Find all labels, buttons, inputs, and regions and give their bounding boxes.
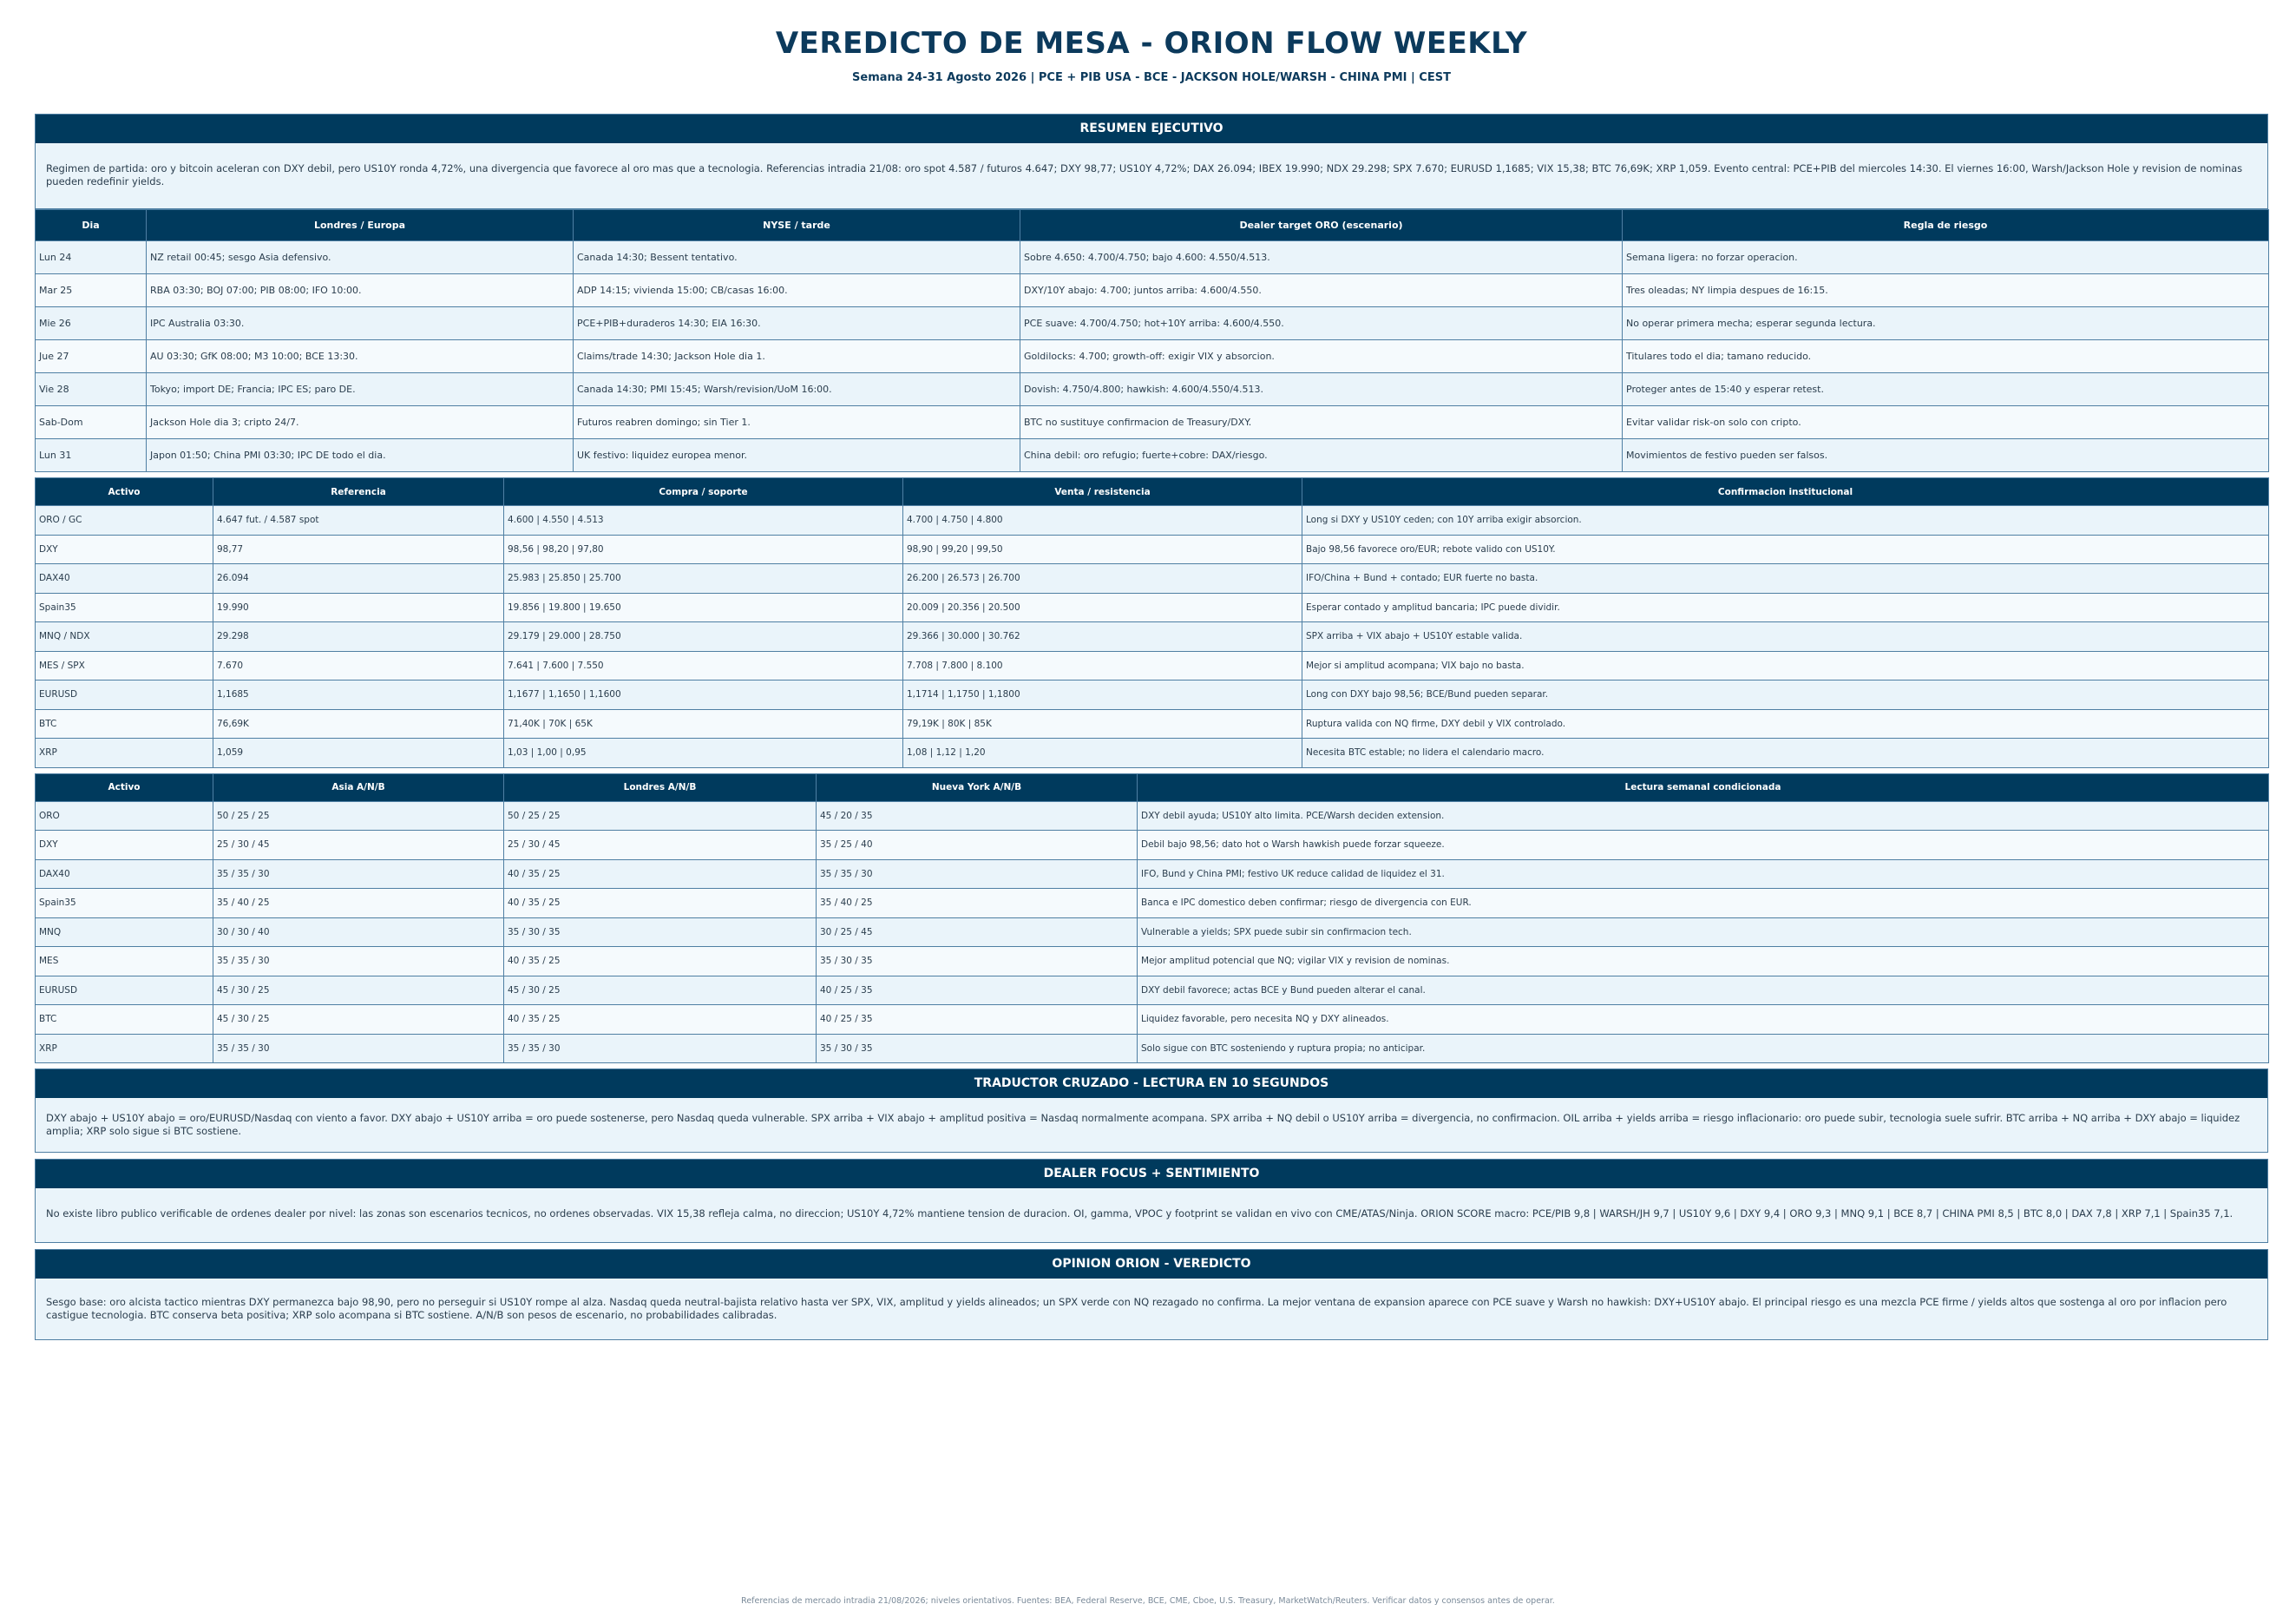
table-row	[36, 506, 2269, 536]
table-cell: China debil: oro refugio; fuerte+cobre: DAX/riesgo.	[1020, 439, 1623, 472]
table-cell: Titulares todo el dia; tamano reducido.	[1623, 340, 2269, 373]
table-cell: SPX arriba + VIX abajo + US10Y estable valida.	[1302, 622, 2269, 652]
table-cell: Proteger antes de 15:40 y esperar retest.	[1623, 373, 2269, 406]
table-cell: 1,1714 | 1,1750 | 1,1800	[903, 681, 1302, 710]
table-cell: MNQ	[36, 917, 213, 947]
table-cell: Ruptura valida con NQ firme, DXY debil y VIX controlado.	[1302, 709, 2269, 739]
page-subtitle: Semana 24-31 Agosto 2026 | PCE + PIB USA - BCE - JACKSON HOLE/WARSH - CHINA PMI | CEST	[852, 71, 1451, 84]
table-cell: Sab-Dom	[36, 406, 147, 439]
column-header: Dealer target ORO (escenario)	[1020, 210, 1623, 241]
table-row	[36, 1034, 2269, 1063]
table-cell: 20.009 | 20.356 | 20.500	[903, 593, 1302, 622]
table-cell: 4.600 | 4.550 | 4.513	[504, 506, 903, 536]
table-row	[36, 681, 2269, 710]
table-cell: 35 / 30 / 35	[504, 917, 817, 947]
table-cell: IFO, Bund y China PMI; festivo UK reduce calidad de liquidez el 31.	[1138, 859, 2269, 889]
table-row	[36, 340, 2269, 373]
report-page	[35, 0, 2268, 1340]
table-cell: Bajo 98,56 favorece oro/EUR; rebote valido con US10Y.	[1302, 535, 2269, 564]
table-cell: 45 / 30 / 25	[213, 976, 504, 1005]
column-header: Regla de riesgo	[1623, 210, 2269, 241]
table-cell: Tres oleadas; NY limpia despues de 16:15.	[1623, 274, 2269, 307]
table-row	[36, 831, 2269, 860]
resumen-text: Regimen de partida: oro y bitcoin aceleran con DXY debil, pero US10Y ronda 4,72%, una divergencia que favorece al oro mas que a tecnologia. Referencias intradia 21/08: oro spot 4.587 / futuros 4.647; DXY 98,77; US10Y 4,72%; DAX 26.094; IBEX 19.990; NDX 29.298; SPX 7.670; EURUSD 1,1685; VIX 15,38; BTC 76,69K; XRP 1,059. Evento central: PCE+PIB del miercoles 14:30. El viernes 16:00, Warsh/Jackson Hole y revision de nominas pueden redefinir yields.	[46, 162, 2243, 187]
table-cell: ORO / GC	[36, 506, 213, 536]
table-cell: 35 / 35 / 30	[817, 859, 1138, 889]
table-cell: 30 / 30 / 40	[213, 917, 504, 947]
table-row	[36, 274, 2269, 307]
column-header: Confirmacion institucional	[1302, 478, 2269, 506]
dealer-title: DEALER FOCUS + SENTIMIENTO	[36, 1160, 2267, 1188]
column-header: Dia	[36, 210, 147, 241]
table-cell: NZ retail 00:45; sesgo Asia defensivo.	[147, 241, 574, 274]
table-row	[36, 535, 2269, 564]
table-cell: 50 / 25 / 25	[213, 801, 504, 831]
table-cell: 1,059	[213, 739, 504, 768]
table-cell: Goldilocks: 4.700; growth-off: exigir VIX y absorcion.	[1020, 340, 1623, 373]
table-cell: Vulnerable a yields; SPX puede subir sin confirmacion tech.	[1138, 917, 2269, 947]
column-header: Activo	[36, 773, 213, 801]
table-cell: PCE+PIB+duraderos 14:30; EIA 16:30.	[574, 307, 1020, 340]
table-cell: 25 / 30 / 45	[213, 831, 504, 860]
table-cell: 40 / 35 / 25	[504, 947, 817, 976]
table-cell: XRP	[36, 1034, 213, 1063]
table-cell: Debil bajo 98,56; dato hot o Warsh hawkish puede forzar squeeze.	[1138, 831, 2269, 860]
table-cell: 29.366 | 30.000 | 30.762	[903, 622, 1302, 652]
table-cell: Semana ligera: no forzar operacion.	[1623, 241, 2269, 274]
table-cell: EURUSD	[36, 976, 213, 1005]
table-cell: 29.298	[213, 622, 504, 652]
table-row	[36, 889, 2269, 918]
table-cell: Claims/trade 14:30; Jackson Hole dia 1.	[574, 340, 1020, 373]
column-header: NYSE / tarde	[574, 210, 1020, 241]
table-cell: Long con DXY bajo 98,56; BCE/Bund pueden separar.	[1302, 681, 2269, 710]
table-cell: 35 / 40 / 25	[213, 889, 504, 918]
table-cell: IFO/China + Bund + contado; EUR fuerte no basta.	[1302, 564, 2269, 594]
table-cell: Solo sigue con BTC sosteniendo y ruptura propia; no anticipar.	[1138, 1034, 2269, 1063]
table-cell: Long si DXY y US10Y ceden; con 10Y arriba exigir absorcion.	[1302, 506, 2269, 536]
table-cell: 4.700 | 4.750 | 4.800	[903, 506, 1302, 536]
table-cell: 7.641 | 7.600 | 7.550	[504, 651, 903, 681]
table-cell: 40 / 25 / 35	[817, 976, 1138, 1005]
table-cell: Mejor amplitud potencial que NQ; vigilar VIX y revision de nominas.	[1138, 947, 2269, 976]
table-cell: Japon 01:50; China PMI 03:30; IPC DE todo el dia.	[147, 439, 574, 472]
table-cell: Mie 26	[36, 307, 147, 340]
table-row	[36, 709, 2269, 739]
table-cell: PCE suave: 4.700/4.750; hot+10Y arriba: 4.600/4.550.	[1020, 307, 1623, 340]
table-cell: XRP	[36, 739, 213, 768]
table-cell: 40 / 35 / 25	[504, 859, 817, 889]
table-cell: Sobre 4.650: 4.700/4.750; bajo 4.600: 4.550/4.513.	[1020, 241, 1623, 274]
table-cell: 1,1677 | 1,1650 | 1,1600	[504, 681, 903, 710]
table-cell: 40 / 35 / 25	[504, 1005, 817, 1035]
table-cell: DXY	[36, 535, 213, 564]
table-cell: 35 / 35 / 30	[213, 1034, 504, 1063]
column-header: Londres A/N/B	[504, 773, 817, 801]
table-row	[36, 947, 2269, 976]
table-cell: 45 / 20 / 35	[817, 801, 1138, 831]
table-cell: 98,56 | 98,20 | 97,80	[504, 535, 903, 564]
table-cell: 35 / 30 / 35	[817, 1034, 1138, 1063]
column-header: Asia A/N/B	[213, 773, 504, 801]
table-cell: BTC	[36, 709, 213, 739]
table-cell: DAX40	[36, 859, 213, 889]
table-row	[36, 622, 2269, 652]
table-row	[36, 373, 2269, 406]
table-cell: 7.708 | 7.800 | 8.100	[903, 651, 1302, 681]
table-cell: Banca e IPC domestico deben confirmar; riesgo de divergencia con EUR.	[1138, 889, 2269, 918]
table-cell: 7.670	[213, 651, 504, 681]
table-cell: 50 / 25 / 25	[504, 801, 817, 831]
opinion-panel	[35, 1249, 2268, 1340]
scenario-weights-table	[35, 773, 2269, 1064]
table-cell: 19.990	[213, 593, 504, 622]
table-row	[36, 801, 2269, 831]
table-cell: 45 / 30 / 25	[213, 1005, 504, 1035]
column-header: Nueva York A/N/B	[817, 773, 1138, 801]
table-cell: BTC	[36, 1005, 213, 1035]
table-cell: Jue 27	[36, 340, 147, 373]
week-calendar-table	[35, 209, 2269, 472]
table-row	[36, 739, 2269, 768]
column-header: Activo	[36, 478, 213, 506]
table-cell: Necesita BTC estable; no lidera el calendario macro.	[1302, 739, 2269, 768]
table-row	[36, 651, 2269, 681]
table-cell: 40 / 25 / 35	[817, 1005, 1138, 1035]
dealer-panel	[35, 1159, 2268, 1243]
table-cell: ORO	[36, 801, 213, 831]
table-cell: 35 / 35 / 30	[213, 947, 504, 976]
table-cell: MNQ / NDX	[36, 622, 213, 652]
table-cell: Jackson Hole dia 3; cripto 24/7.	[147, 406, 574, 439]
table-cell: Lun 24	[36, 241, 147, 274]
resumen-panel	[35, 114, 2268, 209]
table-cell: Evitar validar risk-on solo con cripto.	[1623, 406, 2269, 439]
table-cell: MES / SPX	[36, 651, 213, 681]
table-cell: Mar 25	[36, 274, 147, 307]
table-cell: No operar primera mecha; esperar segunda lectura.	[1623, 307, 2269, 340]
table-cell: Tokyo; import DE; Francia; IPC ES; paro DE.	[147, 373, 574, 406]
table-cell: 76,69K	[213, 709, 504, 739]
table-cell: IPC Australia 03:30.	[147, 307, 574, 340]
table-cell: Spain35	[36, 593, 213, 622]
traductor-title: TRADUCTOR CRUZADO - LECTURA EN 10 SEGUNDOS	[36, 1069, 2267, 1098]
table-cell: DXY debil favorece; actas BCE y Bund pueden alterar el canal.	[1138, 976, 2269, 1005]
table-row	[36, 917, 2269, 947]
table-row	[36, 593, 2269, 622]
table-cell: RBA 03:30; BOJ 07:00; PIB 08:00; IFO 10:00.	[147, 274, 574, 307]
table-cell: 19.856 | 19.800 | 19.650	[504, 593, 903, 622]
table-cell: 40 / 35 / 25	[504, 889, 817, 918]
page-title: VEREDICTO DE MESA - ORION FLOW WEEKLY	[775, 26, 1528, 61]
table-cell: 30 / 25 / 45	[817, 917, 1138, 947]
opinion-title: OPINION ORION - VEREDICTO	[36, 1250, 2267, 1279]
column-header: Lectura semanal condicionada	[1138, 773, 2269, 801]
table-cell: Vie 28	[36, 373, 147, 406]
table-cell: ADP 14:15; vivienda 15:00; CB/casas 16:00.	[574, 274, 1020, 307]
table-cell: Mejor si amplitud acompana; VIX bajo no basta.	[1302, 651, 2269, 681]
table-row	[36, 439, 2269, 472]
table-cell: 26.094	[213, 564, 504, 594]
table-cell: 4.647 fut. / 4.587 spot	[213, 506, 504, 536]
footer-note: Referencias de mercado intradia 21/08/2026; niveles orientativos. Fuentes: BEA, Federal Reserve, BCE, CME, Cboe, U.S. Treasury, MarketWatch/Reuters. Verificar datos y consensos antes de operar.	[741, 1596, 1555, 1606]
table-cell: 79,19K | 80K | 85K	[903, 709, 1302, 739]
column-header: Venta / resistencia	[903, 478, 1302, 506]
table-cell: Lun 31	[36, 439, 147, 472]
table-cell: DXY/10Y abajo: 4.700; juntos arriba: 4.600/4.550.	[1020, 274, 1623, 307]
table-cell: 35 / 40 / 25	[817, 889, 1138, 918]
table-cell: 29.179 | 29.000 | 28.750	[504, 622, 903, 652]
table-cell: EURUSD	[36, 681, 213, 710]
table-cell: Esperar contado y amplitud bancaria; IPC puede dividir.	[1302, 593, 2269, 622]
table-cell: 1,03 | 1,00 | 0,95	[504, 739, 903, 768]
table-cell: 98,77	[213, 535, 504, 564]
table-cell: 45 / 30 / 25	[504, 976, 817, 1005]
table-row	[36, 859, 2269, 889]
table-cell: Canada 14:30; Bessent tentativo.	[574, 241, 1020, 274]
table-row	[36, 1005, 2269, 1035]
table-cell: Movimientos de festivo pueden ser falsos.	[1623, 439, 2269, 472]
traductor-panel	[35, 1068, 2268, 1153]
table-cell: Liquidez favorable, pero necesita NQ y DXY alineados.	[1138, 1005, 2269, 1035]
table-cell: 35 / 30 / 35	[817, 947, 1138, 976]
table-cell: BTC no sustituye confirmacion de Treasury/DXY.	[1020, 406, 1623, 439]
opinion-text: Sesgo base: oro alcista tactico mientras DXY permanezca bajo 98,90, pero no perseguir si US10Y rompe al alza. Nasdaq queda neutral-bajista relativo hasta ver SPX, VIX, amplitud y yields alineados; un SPX verde con NQ rezagado no confirma. La mejor ventana de expansion aparece con PCE suave y Warsh no hawkish: DXY+US10Y abajo. El principal riesgo es una mezcla PCE firme / yields altos que sostenga al oro por inflacion pero castigue tecnologia. BTC conserva beta positiva; XRP solo acompana si BTC sostiene. A/N/B son pesos de escenario, no probabilidades calibradas.	[46, 1296, 2227, 1321]
table-cell: 71,40K | 70K | 65K	[504, 709, 903, 739]
column-header: Londres / Europa	[147, 210, 574, 241]
table-cell: MES	[36, 947, 213, 976]
table-row	[36, 976, 2269, 1005]
table-cell: Canada 14:30; PMI 15:45; Warsh/revision/UoM 16:00.	[574, 373, 1020, 406]
table-cell: Dovish: 4.750/4.800; hawkish: 4.600/4.550/4.513.	[1020, 373, 1623, 406]
column-header: Compra / soporte	[504, 478, 903, 506]
table-row	[36, 564, 2269, 594]
table-cell: 1,1685	[213, 681, 504, 710]
levels-table	[35, 477, 2269, 768]
table-row	[36, 406, 2269, 439]
table-cell: Spain35	[36, 889, 213, 918]
table-cell: AU 03:30; GfK 08:00; M3 10:00; BCE 13:30.	[147, 340, 574, 373]
table-cell: 98,90 | 99,20 | 99,50	[903, 535, 1302, 564]
table-cell: 35 / 35 / 30	[213, 859, 504, 889]
table-cell: 35 / 25 / 40	[817, 831, 1138, 860]
table-row	[36, 241, 2269, 274]
table-cell: 25 / 30 / 45	[504, 831, 817, 860]
table-cell: 25.983 | 25.850 | 25.700	[504, 564, 903, 594]
table-cell: 35 / 35 / 30	[504, 1034, 817, 1063]
table-cell: 1,08 | 1,12 | 1,20	[903, 739, 1302, 768]
table-cell: DXY debil ayuda; US10Y alto limita. PCE/Warsh deciden extension.	[1138, 801, 2269, 831]
table-row	[36, 307, 2269, 340]
traductor-text: DXY abajo + US10Y abajo = oro/EURUSD/Nasdaq con viento a favor. DXY abajo + US10Y arriba = oro puede sostenerse, pero Nasdaq queda vulnerable. SPX arriba + VIX abajo + amplitud positiva = Nasdaq normalmente acompana. SPX arriba + NQ debil o US10Y arriba = divergencia, no confirmacion. OIL arriba + yields arriba = riesgo inflacionario: oro puede subir, tecnologia suele sufrir. BTC arriba + NQ arriba + DXY abajo = liquidez amplia; XRP solo sigue si BTC sostiene.	[46, 1112, 2240, 1137]
column-header: Referencia	[213, 478, 504, 506]
resumen-title: RESUMEN EJECUTIVO	[36, 115, 2267, 143]
table-cell: DAX40	[36, 564, 213, 594]
table-cell: Futuros reabren domingo; sin Tier 1.	[574, 406, 1020, 439]
table-cell: UK festivo: liquidez europea menor.	[574, 439, 1020, 472]
table-cell: 26.200 | 26.573 | 26.700	[903, 564, 1302, 594]
dealer-text: No existe libro publico verificable de ordenes dealer por nivel: las zonas son escenarios tecnicos, no ordenes observadas. VIX 15,38 refleja calma, no direccion; US10Y 4,72% mantiene tension de duracion. OI, gamma, VPOC y footprint se validan en vivo con CME/ATAS/Ninja. ORION SCORE macro: PCE/PIB 9,8 | WARSH/JH 9,7 | US10Y 9,6 | DXY 9,4 | ORO 9,3 | MNQ 9,1 | BCE 8,7 | CHINA PMI 8,5 | BTC 8,0 | DAX 7,8 | XRP 7,1 | Spain35 7,1.	[46, 1207, 2234, 1220]
table-cell: DXY	[36, 831, 213, 860]
